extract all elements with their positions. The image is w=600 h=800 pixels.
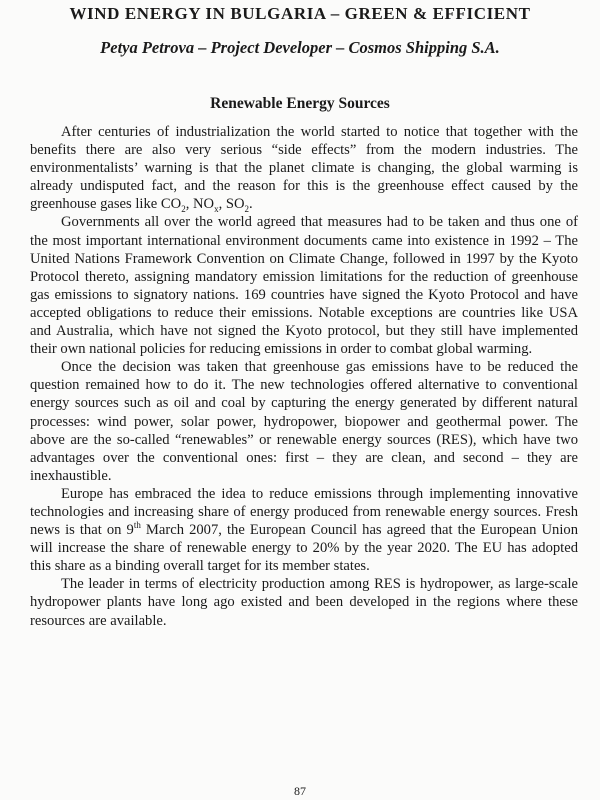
section-heading: Renewable Energy Sources	[210, 95, 390, 112]
gas-nox: $NO_x$	[192, 196, 219, 215]
article-body	[30, 123, 578, 630]
gas-co2: $CO_2$	[160, 196, 186, 215]
gas-so2: $SO_2$	[225, 196, 250, 215]
author-line: Petya Petrova – Project Developer – Cosmos Shipping S.A.	[100, 38, 500, 57]
paragraph-1-text: After centuries of industrialization the world started to notice that together with the benefits there are also very serious “side effects” from the modern industries. The environmentalists’ warning is that the planet climate is changing, the global warming is already undisputed fact, and the reason for this is the greenhouse effect caused by the greenhouse gases like	[30, 124, 578, 213]
article-title: WIND ENERGY IN BULGARIA – GREEN & EFFICIENT	[69, 4, 531, 23]
paragraph-4: Europe has embraced the idea to reduce emissions through implementing innovative technologies and increasing share of energy produced from renewable energy sources. Fresh news is that on 9th March 2007, the European Council has agreed that the European Union will increase the share of renewable energy to 20% by the year 2020. The EU has adopted this share as a binding overall target for its member states.	[30, 485, 578, 575]
paragraph-1: After centuries of industrialization the world started to notice that together with the benefits there are also very serious “side effects” from the modern industries. The environmentalists’ warning is that the planet climate is changing, the global warming is already undisputed fact, and the reason for this is the greenhouse effect caused by the greenhouse gases like $CO_2$, $NO_x$, $SO_2$.	[30, 124, 578, 215]
paragraph-5: The leader in terms of electricity production among RES is hydropower, as large-scale hydropower plants have long ago existed and been developed in the regions where these resources are available.	[30, 576, 578, 629]
ordinal-suffix: th	[133, 520, 141, 531]
page-number: 87	[294, 784, 306, 798]
paragraph-3: Once the decision was taken that greenhouse gas emissions have to be reduced the question remained how to do it. The new technologies offered alternative to conventional energy sources such as oil and coal by capturing the energy generated by different natural processes: wind power, solar power, hydropower, biopower and geothermal power. The above are the so-called “renewables” or renewable energy sources (RES), which have two advantages over the conventional ones: first – they are clean, and second – they are inexhaustible.	[30, 359, 578, 484]
paragraph-2: Governments all over the world agreed that measures had to be taken and thus one of the most important international environment documents came into existence in 1992 – The United Nations Framework Convention on Climate Change, followed in 1997 by the Kyoto Protocol thereto, assigning mandatory emission limitations for the reduction of greenhouse gas emissions to signatory nations. 169 countries have signed the Kyoto Protocol and have accepted obligations to reduce their emissions. Notable exceptions are countries like USA and Australia, which have not signed the Kyoto protocol, but they still have implemented their own national policies for reducing emissions in order to combat global warming.	[30, 214, 578, 358]
